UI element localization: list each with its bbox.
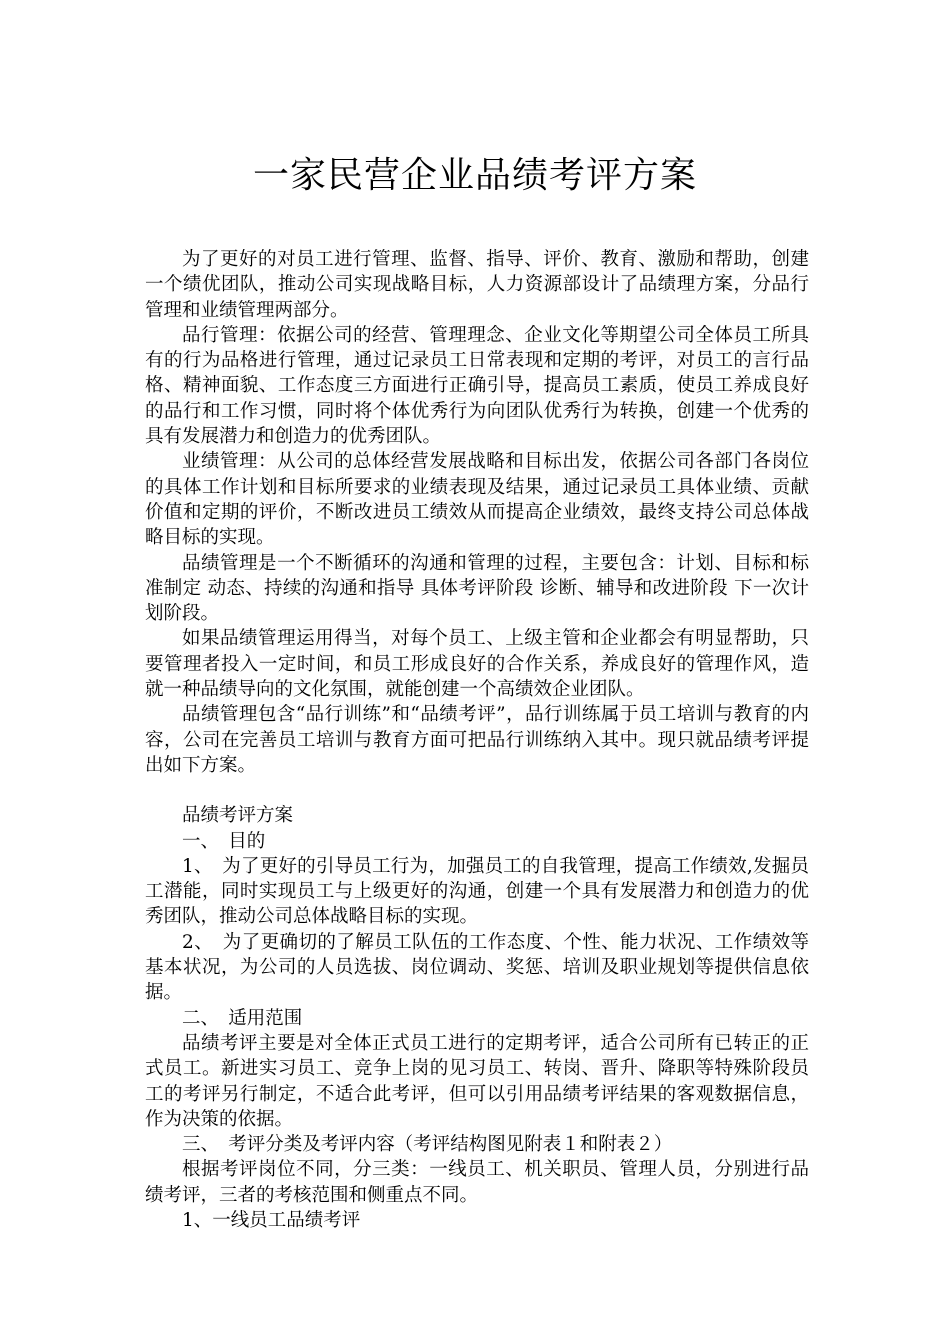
section-1-item-2: 2、 为了更确切的了解员工队伍的工作态度、个性、能力状况、工作绩效等基本状况，为公司的人员选拔、岗位调动、奖惩、培训及职业规划等提供信息依据。 [145, 931, 809, 1004]
section-2-heading: 二、 适用范围 [182, 1007, 303, 1029]
intro-paragraph-3: 业绩管理：从公司的总体经营发展战略和目标出发，依据公司各部门各岗位的具体工作计划和目标所要求的业绩表现及结果，通过记录员工具体业绩、贡献价值和定期的评价，不断改进员工绩效从而提高企业绩效，最终支持公司总体战略目标的实现。 [145, 451, 809, 549]
section-2-text: 品绩考评主要是对全体正式员工进行的定期考评，适合公司所有已转正的正式员工。新进实习员工、竞争上岗的见习员工、转岗、晋升、降职等特殊阶段员工的考评另行制定，不适合此考评，但可以引用品绩考评结果的客观数据信息，作为决策的依据。 [145, 1032, 809, 1130]
intro-paragraph-2: 品行管理：依据公司的经营、管理理念、企业文化等期望公司全体员工所具有的行为品格进行管理，通过记录员工日常表现和定期的考评，对员工的言行品格、精神面貌、工作态度三方面进行正确引导，提高员工素质，使员工养成良好的品行和工作习惯，同时将个体优秀行为向团队优秀行为转换，创建一个优秀的具有发展潜力和创造力的优秀团队。 [145, 324, 809, 448]
intro-paragraph-5: 如果品绩管理运用得当，对每个员工、上级主管和企业都会有明显帮助，只要管理者投入一定时间，和员工形成良好的合作关系，养成良好的管理作风，造就一种品绩导向的文化氛围，就能创建一个高绩效企业团队。 [145, 628, 809, 701]
intro-paragraph-4: 品绩管理是一个不断循环的沟通和管理的过程，主要包含：计划、目标和标准制定 动态、持续的沟通和指导 具体考评阶段 诊断、辅导和改进阶段 下一次计划阶段。 [145, 552, 809, 625]
subsection-1-heading: 1、一线员工品绩考评 [182, 1209, 361, 1231]
section-1-heading: 一、 目的 [182, 830, 266, 852]
intro-paragraph-6: 品绩管理包含“品行训练”和“品绩考评”，品行训练属于员工培训与教育的内容，公司在完善员工培训与教育方面可把品行训练纳入其中。现只就品绩考评提出如下方案。 [145, 704, 809, 776]
plan-heading: 品绩考评方案 [182, 805, 294, 827]
section-3-heading: 三、 考评分类及考评内容（考评结构图见附表１和附表２） [182, 1134, 673, 1156]
intro-paragraph-1: 为了更好的对员工进行管理、监督、指导、评价、教育、激励和帮助，创建一个绩优团队，推动公司实现战略目标，人力资源部设计了品绩理方案，分品行管理和业绩管理两部分。 [145, 249, 809, 321]
document-body [145, 247, 809, 1233]
section-spacer [145, 778, 809, 803]
section-1-item-1: 1、 为了更好的引导员工行为，加强员工的自我管理，提高工作绩效,发掘员工潜能，同时实现员工与上级更好的沟通，创建一个具有发展潜力和创造力的优秀团队，推动公司总体战略目标的实现。 [145, 855, 809, 928]
document-title: 一家民营企业品绩考评方案 [252, 155, 697, 197]
section-3-text: 根据考评岗位不同，分三类：一线员工、机关职员、管理人员，分别进行品绩考评，三者的考核范围和侧重点不同。 [145, 1159, 809, 1206]
